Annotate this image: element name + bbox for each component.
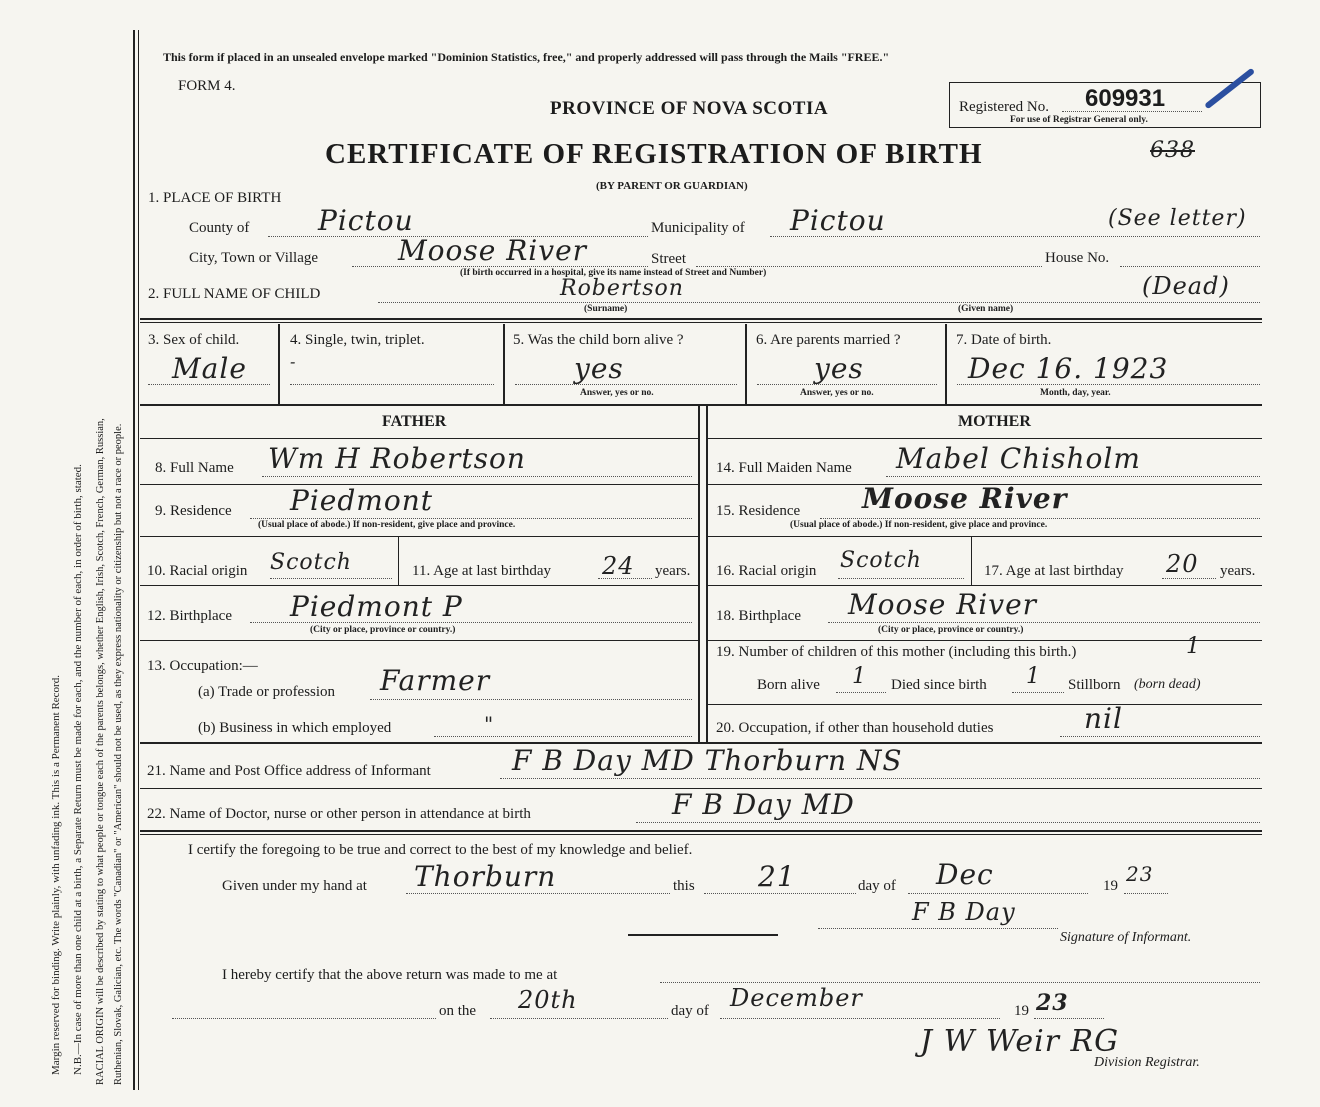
registered-label: Registered No.: [959, 99, 1049, 115]
dob-value: Dec 16. 1923: [968, 352, 1169, 385]
mother-birthplace-note: (City or place, province or country.): [878, 625, 1024, 635]
registered-box: [949, 82, 1261, 128]
mother-rule-e: [708, 704, 1262, 705]
certify-month-line: [908, 893, 1088, 894]
registrar-on-label: on the: [439, 1003, 477, 1019]
col-divider-6: [945, 324, 947, 404]
father-race-line: [270, 578, 392, 579]
registrar-month-line: [720, 1018, 1000, 1019]
alive-note: Answer, yes or no.: [580, 388, 654, 398]
mother-name-line: [886, 476, 1260, 477]
house-line: [1120, 266, 1260, 267]
postal-note: This form if placed in an unsealed envelope marked "Dominion Statistics, free," and properly addressed will pass through the Mails "FREE.": [163, 50, 890, 64]
house-label: House No.: [1045, 250, 1110, 266]
registrar-day-line: [490, 1018, 668, 1019]
died-label: Died since birth: [891, 677, 987, 693]
married-label: 6. Are parents married ?: [756, 332, 901, 348]
child-given-name: (Dead): [1142, 272, 1230, 300]
see-letter-note: (See letter): [1108, 206, 1247, 231]
mother-years-label: years.: [1220, 563, 1256, 579]
form-number: FORM 4.: [178, 78, 236, 94]
certify-dayof-label: day of: [858, 878, 896, 894]
mother-children-label: 19. Number of children of this mother (including this birth.): [716, 644, 1077, 660]
mother-age-value: 20: [1166, 550, 1199, 578]
municipality-value: Pictou: [790, 204, 886, 237]
mother-occupation-label: 20. Occupation, if other than household duties: [716, 720, 994, 736]
mother-occupation-value: nil: [1084, 702, 1123, 735]
doctor-label: 22. Name of Doctor, nurse or other person in attendance at birth: [147, 806, 531, 822]
rule-3-right: [708, 438, 1262, 439]
certify-year-value: 23: [1126, 862, 1154, 886]
sex-label: 3. Sex of child.: [148, 332, 240, 348]
hospital-note: (If birth occurred in a hospital, give its name instead of Street and Number): [460, 268, 767, 278]
rule-6: [140, 830, 1262, 832]
father-business-value: ": [484, 712, 495, 736]
father-name-label: 8. Full Name: [155, 460, 234, 476]
rule-1b: [140, 322, 1262, 323]
sex-value: Male: [172, 352, 247, 385]
registrar-month-value: December: [730, 984, 863, 1012]
child-name-label: 2. FULL NAME OF CHILD: [148, 286, 321, 302]
mother-race-value: Scotch: [840, 548, 922, 573]
registrar-year-value: 23: [1036, 990, 1069, 1016]
born-alive-line: [836, 692, 886, 693]
given-under-label: Given under my hand at: [222, 878, 367, 894]
father-rule-b: [140, 536, 698, 537]
binding-rule: [133, 30, 135, 1090]
certify-day-value: 21: [758, 860, 796, 893]
certify-month-value: Dec: [936, 858, 994, 891]
certify-year-line: [1124, 893, 1168, 894]
mother-birthplace-line: [828, 622, 1260, 623]
margin-note-3: RACIAL ORIGIN will be described by stating to what people or tongue each of the parents belongs, whether English, Irish, Scotch, French, German, Russian,: [95, 418, 106, 1085]
mother-age-label: 17. Age at last birthday: [984, 563, 1124, 579]
city-label: City, Town or Village: [189, 250, 319, 266]
mother-residence-value: Moose River: [862, 482, 1068, 515]
father-birthplace-value: Piedmont P: [290, 590, 463, 623]
col-divider-5: [745, 324, 747, 404]
mother-residence-line: [820, 518, 1260, 519]
child-surname: Robertson: [560, 276, 684, 301]
registrar-year-line: [1034, 1018, 1104, 1019]
place-heading: 1. PLACE OF BIRTH: [148, 190, 282, 206]
father-heading: FATHER: [382, 413, 447, 430]
margin-note-1: Margin reserved for binding. Write plainly, with unfading ink. This is a Permanent Record.: [50, 675, 62, 1075]
col-divider-4: [503, 324, 505, 404]
stillborn-note: (born dead): [1134, 677, 1201, 692]
father-rule-c: [140, 585, 698, 586]
rule-1: [140, 318, 1262, 320]
registrar-place-line: [660, 982, 1260, 983]
registered-number: 609931: [1085, 85, 1166, 112]
registrar-statement: I hereby certify that the above return was made to me at: [222, 967, 558, 983]
center-divider-2: [706, 406, 708, 742]
registrar-signature-label: Division Registrar.: [1094, 1055, 1200, 1070]
margin-note-2: N.B.—In case of more than one child at a birth, a Separate Return must be made for each, and the number of each, in order of birth, stated.: [72, 464, 84, 1075]
street-line: [696, 266, 1042, 267]
born-alive-value: 1: [852, 664, 867, 689]
father-race-label: 10. Racial origin: [147, 563, 248, 579]
county-label: County of: [189, 220, 250, 236]
given-place-line: [406, 893, 670, 894]
given-note: (Given name): [958, 304, 1014, 314]
registrar-signature: J W Weir RG: [920, 1024, 1120, 1059]
father-race-divider: [398, 537, 399, 585]
mother-children-value: 1: [1186, 634, 1201, 659]
rule-2: [140, 404, 1262, 406]
father-name-value: Wm H Robertson: [268, 442, 526, 475]
mother-race-divider: [971, 537, 972, 585]
registered-line: [1062, 111, 1202, 112]
mother-heading: MOTHER: [958, 413, 1031, 430]
informant-label: 21. Name and Post Office address of Informant: [147, 763, 431, 779]
certify-year-prefix: 19: [1103, 878, 1118, 894]
multiple-line: [290, 384, 494, 385]
mother-occupation-line: [1060, 736, 1260, 737]
doctor-value: F B Day MD: [672, 788, 855, 821]
center-short-rule: [628, 934, 778, 936]
certificate-title: CERTIFICATE OF REGISTRATION OF BIRTH: [325, 138, 983, 170]
informant-signature: F B Day: [912, 898, 1016, 926]
father-business-label: (b) Business in which employed: [198, 720, 392, 736]
alive-label: 5. Was the child born alive ?: [513, 332, 684, 348]
died-line: [1012, 692, 1064, 693]
alive-line: [515, 384, 737, 385]
married-note: Answer, yes or no.: [800, 388, 874, 398]
corner-mark: 638: [1150, 138, 1195, 163]
father-age-label: 11. Age at last birthday: [412, 563, 551, 579]
multiple-value: -: [290, 352, 297, 371]
father-residence-label: 9. Residence: [155, 503, 232, 519]
rule-6b: [140, 834, 1262, 835]
mother-race-line: [838, 578, 964, 579]
father-residence-value: Piedmont: [290, 484, 433, 517]
born-alive-label: Born alive: [757, 677, 820, 693]
registrar-note: For use of Registrar General only.: [1010, 115, 1148, 125]
dob-label: 7. Date of birth.: [956, 332, 1052, 348]
registrar-year-prefix: 19: [1014, 1003, 1029, 1019]
father-birthplace-note: (City or place, province or country.): [310, 625, 456, 635]
father-years-label: years.: [655, 563, 691, 579]
father-trade-label: (a) Trade or profession: [198, 684, 336, 700]
mother-rule-b: [708, 536, 1262, 537]
mother-rule-d: [708, 640, 1262, 641]
margin-note-4: Ruthenian, Slovak, Galician, etc. The words "Canadian" or "American" should not be used, as they express nationality or citizenship but not a race or people.: [113, 423, 124, 1085]
given-place-value: Thorburn: [414, 860, 557, 893]
mother-race-label: 16. Racial origin: [716, 563, 817, 579]
county-value: Pictou: [318, 204, 414, 237]
mother-name-value: Mabel Chisholm: [896, 442, 1141, 475]
married-value: yes: [814, 352, 864, 385]
father-business-line: [434, 736, 692, 737]
child-name-line: [378, 302, 1260, 303]
doctor-line: [636, 822, 1260, 823]
father-race-value: Scotch: [270, 550, 352, 575]
multiple-label: 4. Single, twin, triplet.: [290, 332, 425, 348]
registrar-dayof-label: day of: [671, 1003, 709, 1019]
informant-value: F B Day MD Thorburn NS: [512, 744, 903, 777]
center-divider: [698, 406, 700, 742]
certificate-subtitle: (BY PARENT OR GUARDIAN): [596, 180, 748, 192]
informant-line: [500, 778, 1260, 779]
mother-rule-c: [708, 585, 1262, 586]
certify-day-line: [704, 893, 856, 894]
father-rule-d: [140, 640, 698, 641]
certify-statement: I certify the foregoing to be true and correct to the best of my knowledge and belief.: [188, 842, 693, 858]
rule-3-left: [140, 438, 698, 439]
registrar-lead-line: [172, 1018, 436, 1019]
informant-signature-line: [818, 928, 1058, 929]
father-birthplace-label: 12. Birthplace: [147, 608, 232, 624]
col-divider-3: [278, 324, 280, 404]
street-label: Street: [651, 251, 686, 267]
city-value: Moose River: [398, 234, 588, 267]
informant-signature-label: Signature of Informant.: [1060, 930, 1192, 945]
father-occupation-label: 13. Occupation:—: [147, 658, 258, 674]
stillborn-label: Stillborn: [1068, 677, 1121, 693]
mother-residence-label: 15. Residence: [716, 503, 801, 519]
mother-name-label: 14. Full Maiden Name: [716, 460, 852, 476]
alive-value: yes: [574, 352, 624, 385]
dob-note: Month, day, year.: [1040, 388, 1111, 398]
municipality-label: Municipality of: [651, 220, 745, 236]
province-title: PROVINCE OF NOVA SCOTIA: [550, 98, 829, 119]
surname-note: (Surname): [584, 304, 628, 314]
father-residence-line: [250, 518, 692, 519]
binding-rule-2: [138, 30, 139, 1090]
father-trade-value: Farmer: [380, 664, 491, 697]
father-name-line: [262, 476, 692, 477]
mother-birthplace-label: 18. Birthplace: [716, 608, 801, 624]
registrar-day-value: 20th: [518, 986, 578, 1014]
father-age-value: 24: [602, 552, 635, 580]
mother-abode-note: (Usual place of abode.) If non-resident, give place and province.: [790, 520, 1048, 530]
mother-birthplace-value: Moose River: [848, 588, 1038, 621]
father-abode-note: (Usual place of abode.) If non-resident, give place and province.: [258, 520, 516, 530]
father-trade-line: [370, 699, 692, 700]
mother-age-line: [1162, 578, 1216, 579]
certify-this-label: this: [673, 878, 695, 894]
died-value: 1: [1026, 664, 1041, 689]
